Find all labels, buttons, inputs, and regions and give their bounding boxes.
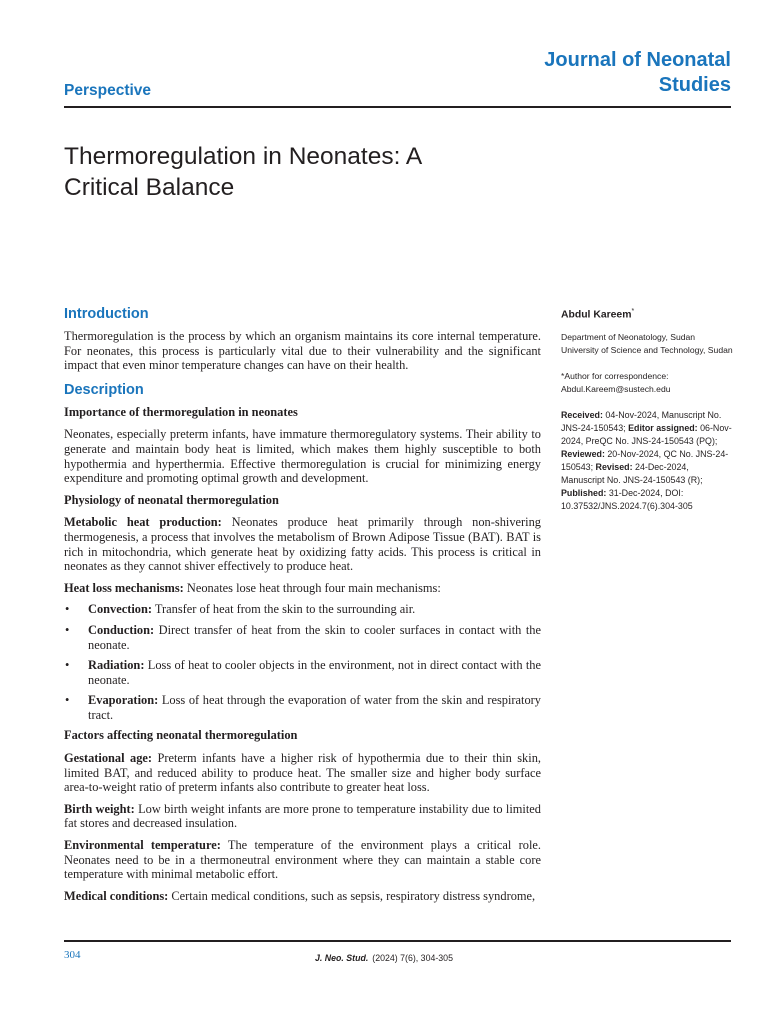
metabolic-paragraph <box>64 515 541 573</box>
journal-name-line1: Journal of Neonatal <box>544 49 731 71</box>
history-label: Published: <box>561 488 607 498</box>
mechanism-label: Conduction: <box>88 622 155 637</box>
author-name-text: Abdul Kareem <box>561 309 632 321</box>
affiliation-line2: University of Science and Technology, Sudan <box>561 345 733 356</box>
history-label: Revised: <box>595 462 633 472</box>
affiliation-line1: Department of Neonatology, Sudan <box>561 332 696 343</box>
heatloss-text: Neonates lose heat through four main mechanisms: <box>183 580 441 595</box>
author-asterisk: * <box>631 308 635 315</box>
mechanism-label: Radiation: <box>88 658 145 673</box>
history-text: 31-Dec-2024, DOI: 10.37532/JNS.2024.7(6).304-305 <box>561 488 693 511</box>
factor-label: Medical conditions: <box>64 888 169 903</box>
list-item <box>64 602 541 617</box>
author-sidebar <box>561 306 733 513</box>
factor-paragraph <box>64 802 541 831</box>
list-item <box>64 623 541 652</box>
correspondence <box>561 370 733 396</box>
factor-paragraph <box>64 838 541 882</box>
introduction-paragraph: Thermoregulation is the process by which an organism maintains its core internal temperature. For neonates, this process is particularly vital due to their vulnerability and the significant impact that even minor temperature changes can have on their health. <box>64 329 541 373</box>
journal-abbreviation: J. Neo. Stud. <box>315 953 369 963</box>
introduction-heading: Introduction <box>64 306 149 322</box>
metabolic-text: Neonates produce heat primarily through non-shivering thermogenesis, a process that involves the metabolism of Brown Adipose Tissue (BAT). BAT is rich in mitochondria, which generate heat by oxidizing fatty acids. This process is critical in neonates as they cannot shiver effectively to produce heat. <box>64 515 541 574</box>
footer-divider <box>64 940 731 942</box>
importance-paragraph: Neonates, especially preterm infants, have immature thermoregulatory systems. Their ability to generate and maintain body heat is limited, which makes them highly susceptible to both hypothermia and hyperthermia. Effective thermoregulation is crucial for minimizing energy expenditure and promoting optimal growth and development. <box>64 427 541 486</box>
factors-subheading: Factors affecting neonatal thermoregulation <box>64 728 298 743</box>
mechanism-label: Convection: <box>88 602 153 617</box>
author-name <box>561 306 733 322</box>
citation-text: (2024) 7(6), 304-305 <box>372 953 453 963</box>
factor-paragraph <box>64 751 541 795</box>
factor-text: Certain medical conditions, such as sepsis, respiratory distress syndrome, <box>168 888 536 903</box>
article-title-line1: Thermoregulation in Neonates: A <box>64 143 423 170</box>
metabolic-label: Metabolic heat production: <box>64 515 222 530</box>
mechanism-label: Evaporation: <box>88 693 159 708</box>
physiology-subheading: Physiology of neonatal thermoregulation <box>64 492 279 507</box>
journal-name-line2: Studies <box>658 74 731 96</box>
bullet-icon: • <box>65 622 70 637</box>
factor-text: Preterm infants have a higher risk of hypothermia due to their thin skin, limited BAT, and reduced ability to produce heat. The smaller size and higher body surface area-to-weight ratio of preterm infants also contribute to greater heat loss. <box>64 751 541 795</box>
factor-paragraph <box>64 889 541 904</box>
header-divider <box>64 106 731 108</box>
article-title-line2: Critical Balance <box>64 174 235 201</box>
mechanism-text: Direct transfer of heat from the skin to cooler surfaces in contact with the neonate. <box>88 622 541 652</box>
article-history <box>561 409 733 513</box>
page-number: 304 <box>64 949 81 961</box>
correspondence-email[interactable]: Abdul.Kareem@sustech.edu <box>561 384 671 395</box>
list-item <box>64 658 541 687</box>
main-column <box>64 304 541 910</box>
history-text: 20-Nov-2024, QC No. JNS-24-150543; <box>561 449 729 472</box>
journal-name <box>471 48 731 98</box>
history-text: 06-Nov-2024, PreQC No. JNS-24-150543 (PQ); <box>561 423 732 446</box>
list-item <box>64 693 541 722</box>
history-label: Editor assigned: <box>628 423 698 433</box>
history-label: Reviewed: <box>561 449 605 459</box>
history-text: 04-Nov-2024, Manuscript No. JNS-24-150543; <box>561 410 722 433</box>
factor-text: The temperature of the environment plays a critical role. Neonates need to be in a thermoneutral environment where they can maintain a stable core temperature with minimal metabolic effort. <box>64 838 541 882</box>
mechanism-text: Loss of heat to cooler objects in the environment, not in direct contact with the neonate. <box>88 658 541 687</box>
factor-label: Gestational age: <box>64 751 153 766</box>
mechanism-text: Transfer of heat from the skin to the surrounding air. <box>152 602 416 617</box>
mechanism-text: Loss of heat through the evaporation of water from the skin and respiratory tract. <box>88 693 541 722</box>
article-title <box>64 141 504 203</box>
heat-loss-mechanism-list <box>64 602 541 722</box>
bullet-icon: • <box>65 602 70 617</box>
factor-label: Birth weight: <box>64 801 135 816</box>
correspondence-label: *Author for correspondence: <box>561 371 669 382</box>
bullet-icon: • <box>65 693 70 708</box>
importance-subheading: Importance of thermoregulation in neonates <box>64 404 298 419</box>
heatloss-label: Heat loss mechanisms: <box>64 580 184 595</box>
affiliation <box>561 331 733 357</box>
article-type-label: Perspective <box>64 82 152 99</box>
description-heading: Description <box>64 381 144 398</box>
history-label: Received: <box>561 410 603 420</box>
bullet-icon: • <box>65 658 70 673</box>
factor-text: Low birth weight infants are more prone to temperature instability due to limited fat stores and decreased insulation. <box>64 801 541 831</box>
history-text: 24-Dec-2024, Manuscript No. JNS-24-150543 (R); <box>561 462 703 485</box>
factor-label: Environmental temperature: <box>64 838 221 853</box>
heatloss-paragraph <box>64 581 541 596</box>
footer-citation <box>0 953 768 963</box>
